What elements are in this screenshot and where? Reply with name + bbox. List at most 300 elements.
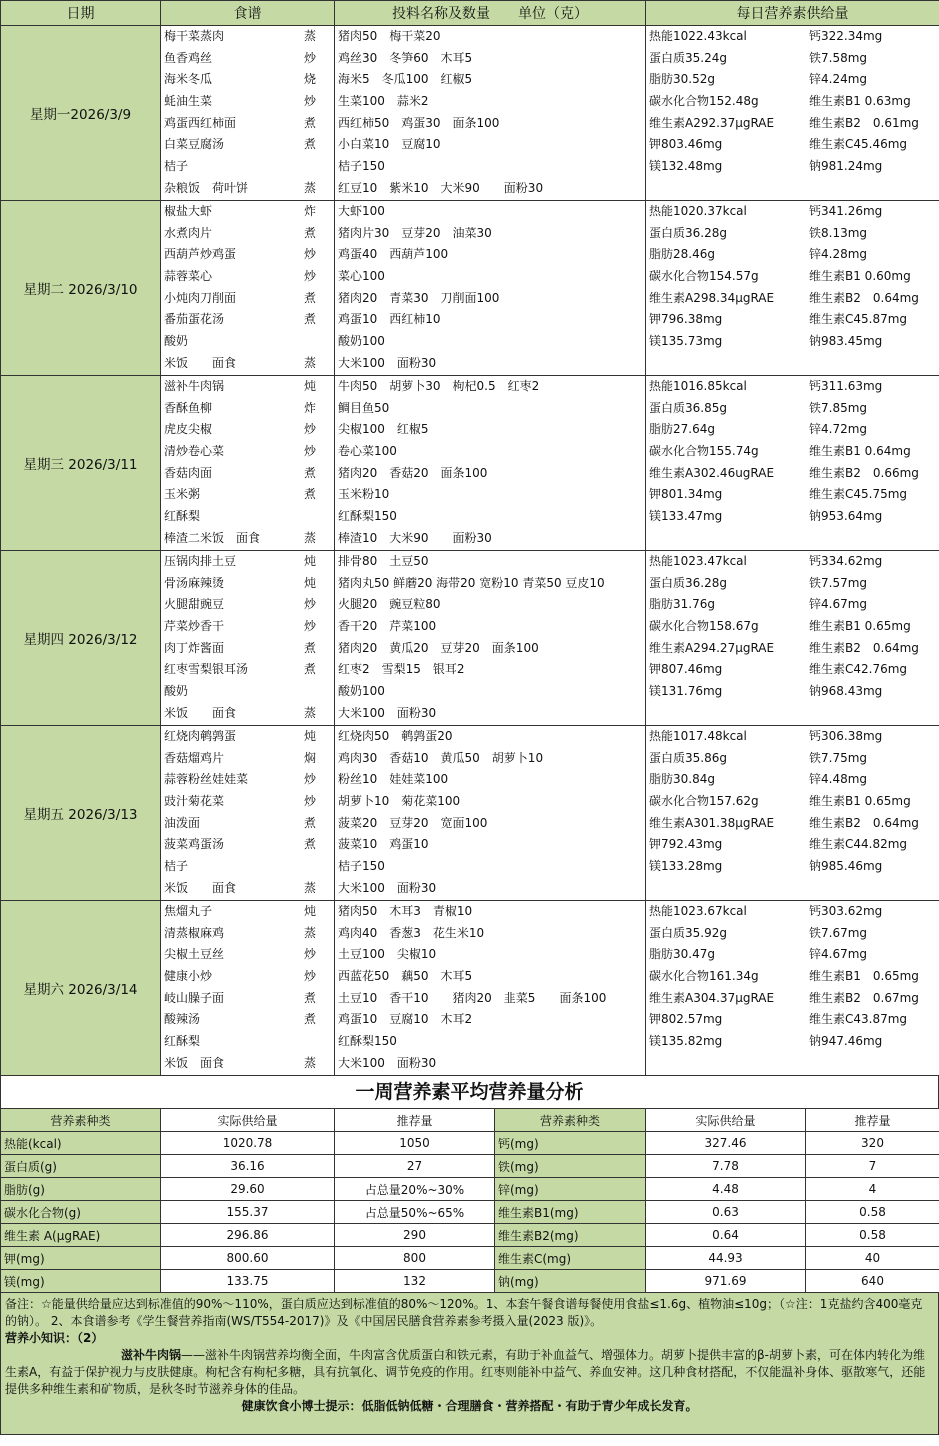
dish-line — [161, 223, 334, 245]
ingredient-line: 猪肉片30 豆芽20 油菜30 — [338, 225, 492, 240]
dish-line — [161, 748, 334, 770]
nutrition-line — [646, 419, 939, 441]
nutrient-value: 铁7.58mg — [809, 50, 868, 65]
nutrient-value: 维生素B1 0.65mg — [809, 619, 911, 634]
nutrient-value: 蛋白质35.24g — [649, 50, 727, 65]
ingredient-line: 小白菜10 豆腐10 — [338, 137, 441, 152]
nutrition-line — [646, 484, 939, 506]
cooking-method: 炒 — [303, 947, 316, 962]
ingredient-line: 排骨80 土豆50 — [338, 554, 429, 568]
dish-name: 红烧肉鹌鹑蛋 — [164, 729, 237, 743]
ingredient-line: 土豆10 香干10 猪肉20 韭菜5 面条100 — [338, 990, 607, 1005]
recipe-text: ——滋补牛肉锅营养均衡全面，牛肉富含优质蛋白和铁元素，有助于补血益气、增强体力。胡萝卜提供丰富的β-胡萝卜素，可在体内转化为维生素A，有益于保护视力与皮肤健康。枸杞含有枸杞多糖，具有抗氧化、调节免疫的作用。红枣则能补中益气、养血安神。这几种食材搭配，不仅能温补身体、驱散寒气，还能提供多种维生素和矿物质，是秋冬时节滋养身体的佳品。 — [5, 1348, 926, 1396]
analysis-row — [1, 1132, 939, 1155]
nutrient-value: 维生素A294.27μgRAE — [649, 640, 775, 655]
dish-line — [161, 1031, 334, 1053]
nutrient-value: 脂肪28.46g — [649, 247, 715, 262]
actual-supply: 0.63 — [646, 1201, 806, 1224]
nutrition-line — [646, 156, 939, 178]
dish-name: 骨汤麻辣烫 — [164, 575, 225, 590]
recommended-amount: 132 — [335, 1270, 495, 1293]
nutrition-line — [646, 901, 939, 923]
day-nutrition — [646, 901, 939, 1076]
ingredient-line: 棒渣10 大米90 面粉30 — [338, 530, 492, 545]
nutrient-value: 维生素C42.76mg — [809, 662, 908, 677]
nutrient-value: 碳水化合物154.57g — [649, 269, 759, 284]
ingredient-line: 火腿20 豌豆粒80 — [338, 597, 441, 612]
nutrient-value: 钙334.62mg — [809, 554, 883, 568]
day-date: 星期六 2026/3/14 — [1, 901, 161, 1076]
cooking-method: 煮 — [303, 465, 316, 480]
nutrient-value: 钾792.43mg — [649, 837, 723, 852]
dish-line — [161, 551, 334, 573]
day-dishes — [161, 201, 335, 376]
dish-name: 番茄蛋花汤 — [164, 312, 225, 327]
cooking-method: 炖 — [303, 904, 316, 918]
nutrition-line — [646, 638, 939, 660]
ingredient-line: 鸡丝30 冬笋60 木耳5 — [338, 50, 473, 65]
ingredient-line: 猪肉20 香菇20 面条100 — [338, 465, 488, 480]
nutrition-line — [646, 726, 939, 748]
tip-title: 营养小知识：（2） — [5, 1331, 104, 1345]
nutrition-line — [646, 223, 939, 245]
ingredient-line: 生菜100 蒜米2 — [338, 94, 429, 109]
nutrient-value: 钙306.38mg — [809, 729, 883, 743]
cooking-method: 蒸 — [303, 355, 316, 370]
dish-line — [161, 988, 334, 1010]
nutrition-line — [646, 441, 939, 463]
health-slogan: 健康饮食小博士提示：低脂低钠低糖・合理膳食・营养搭配・有助于青少年成长发育。 — [241, 1399, 698, 1413]
actual-supply: 29.60 — [161, 1178, 335, 1201]
nutrition-line — [646, 69, 939, 91]
dish-line — [161, 309, 334, 331]
ingredient-line: 桔子150 — [338, 159, 385, 174]
dish-name: 滋补牛肉锅 — [164, 379, 225, 393]
day-nutrition — [646, 551, 939, 726]
nutrition-line — [646, 398, 939, 420]
nutrient-value: 蛋白质36.28g — [649, 225, 727, 240]
cooking-method: 炒 — [303, 94, 316, 109]
nutrition-line — [646, 91, 939, 113]
dish-line — [161, 834, 334, 856]
nutrient-name: 碳水化合物(g) — [1, 1201, 161, 1224]
nutrition-line — [646, 551, 939, 573]
dish-name: 红酥梨 — [164, 509, 201, 524]
cooking-method: 炒 — [303, 619, 316, 634]
nutrient-value: 镁132.48mg — [649, 159, 723, 174]
nutrient-value: 镁131.76mg — [649, 684, 723, 699]
nutrient-name: 钙(mg) — [495, 1132, 646, 1155]
nutrient-value: 镁133.47mg — [649, 509, 723, 524]
dish-line — [161, 288, 334, 310]
day-ingredients — [335, 26, 646, 201]
nutrient-value: 维生素B2 0.61mg — [809, 115, 919, 130]
weekly-analysis-title: 一周营养素平均营养量分析 — [0, 1076, 939, 1108]
nutrient-value: 铁7.57mg — [809, 575, 868, 590]
ingredient-line: 大米100 面粉30 — [338, 705, 437, 720]
dish-name: 西葫芦炒鸡蛋 — [164, 247, 237, 262]
day-date: 星期三 2026/3/11 — [1, 376, 161, 551]
nutrient-name: 维生素C(mg) — [495, 1247, 646, 1270]
day-nutrition — [646, 726, 939, 901]
nutrient-value: 钾807.46mg — [649, 662, 723, 677]
analysis-row — [1, 1155, 939, 1178]
cooking-method: 煮 — [303, 137, 316, 152]
ingredient-line: 鸡蛋10 西红柿10 — [338, 312, 441, 327]
menu-header-row — [1, 1, 939, 26]
day-nutrition — [646, 201, 939, 376]
day-ingredients — [335, 901, 646, 1076]
cooking-method: 蒸 — [303, 705, 316, 720]
analysis-row — [1, 1178, 939, 1201]
header-ingredients: 投料名称及数量 单位（克） — [335, 1, 646, 26]
dish-name: 健康小炒 — [164, 969, 213, 984]
dish-name: 肉丁炸酱面 — [164, 640, 225, 655]
actual-supply: 36.16 — [161, 1155, 335, 1178]
dish-line — [161, 201, 334, 223]
dish-name: 尖椒土豆丝 — [164, 947, 225, 962]
nutrient-value: 维生素B2 0.64mg — [809, 290, 919, 305]
dish-name: 鸡蛋西红柿面 — [164, 115, 237, 130]
dish-name: 焦熘丸子 — [164, 904, 213, 918]
actual-supply: 971.69 — [646, 1270, 806, 1293]
cooking-method: 蒸 — [303, 29, 316, 43]
day-nutrition — [646, 376, 939, 551]
nutrient-value: 维生素A304.37μgRAE — [649, 990, 775, 1005]
dish-line — [161, 506, 334, 528]
cooking-method: 炒 — [303, 422, 316, 437]
dish-name: 香酥鱼柳 — [164, 400, 213, 415]
ingredient-line: 西红柿50 鸡蛋30 面条100 — [338, 115, 500, 130]
nutrition-line — [646, 201, 939, 223]
dish-line — [161, 703, 334, 725]
day-date: 星期五 2026/3/13 — [1, 726, 161, 901]
actual-supply: 1020.78 — [161, 1132, 335, 1155]
nutrition-line — [646, 331, 939, 353]
ingredient-line: 尖椒100 红椒5 — [338, 422, 429, 437]
dish-line — [161, 791, 334, 813]
dish-name: 油泼面 — [164, 815, 201, 830]
nutrient-value: 蛋白质36.85g — [649, 400, 727, 415]
dish-line — [161, 419, 334, 441]
nutrition-line — [646, 594, 939, 616]
actual-supply: 4.48 — [646, 1178, 806, 1201]
dish-name: 虎皮尖椒 — [164, 422, 213, 437]
dish-name: 水煮肉片 — [164, 225, 213, 240]
cooking-method: 炒 — [303, 772, 316, 787]
nutrient-value: 锌4.67mg — [809, 947, 868, 962]
day-dishes — [161, 26, 335, 201]
recommended-amount: 640 — [806, 1270, 939, 1293]
actual-supply: 155.37 — [161, 1201, 335, 1224]
dish-line — [161, 134, 334, 156]
dish-line — [161, 113, 334, 135]
menu-day-row — [1, 551, 939, 726]
nutrient-value: 脂肪30.52g — [649, 72, 715, 87]
nutrient-value: 铁8.13mg — [809, 225, 868, 240]
cooking-method: 炸 — [303, 400, 316, 415]
nutrient-value: 钠983.45mg — [809, 334, 883, 349]
nutrient-value: 钾803.46mg — [649, 137, 723, 152]
nutrient-value: 热能1022.43kcal — [649, 29, 747, 43]
nutrient-value: 维生素B1 0.65mg — [809, 969, 919, 984]
ingredient-line: 红烧肉50 鹌鹑蛋20 — [338, 729, 453, 743]
dish-name: 红枣雪梨银耳汤 — [164, 662, 249, 677]
nutrient-value: 蛋白质36.28g — [649, 575, 727, 590]
nutrient-value: 铁7.85mg — [809, 400, 868, 415]
nutrient-value: 热能1020.37kcal — [649, 204, 747, 218]
nutrient-value: 钠981.24mg — [809, 159, 883, 174]
nutrition-line — [646, 944, 939, 966]
ingredient-line: 红枣2 雪梨15 银耳2 — [338, 662, 465, 677]
dish-line — [161, 26, 334, 48]
cooking-method: 烧 — [303, 72, 316, 87]
ingredient-line: 酸奶100 — [338, 684, 385, 699]
dish-line — [161, 616, 334, 638]
nutrient-value: 铁7.75mg — [809, 750, 868, 765]
nutrient-value: 维生素A298.34μgRAE — [649, 290, 775, 305]
nutrition-line — [646, 463, 939, 485]
nutrition-line — [646, 988, 939, 1010]
analysis-header-cell: 推荐量 — [806, 1109, 939, 1132]
dish-line — [161, 463, 334, 485]
recommended-amount: 7 — [806, 1155, 939, 1178]
dish-line — [161, 944, 334, 966]
dish-line — [161, 69, 334, 91]
nutrition-line — [646, 966, 939, 988]
nutrition-line — [646, 113, 939, 135]
actual-supply: 800.60 — [161, 1247, 335, 1270]
dish-name: 酸奶 — [164, 684, 189, 699]
ingredient-line: 西蓝花50 藕50 木耳5 — [338, 969, 473, 984]
dish-name: 米饭 面食 — [164, 1055, 225, 1070]
dish-line — [161, 1009, 334, 1031]
nutrient-name: 脂肪(g) — [1, 1178, 161, 1201]
ingredient-line: 大米100 面粉30 — [338, 880, 437, 895]
actual-supply: 133.75 — [161, 1270, 335, 1293]
ingredient-line: 猪肉50 木耳3 青椒10 — [338, 904, 473, 918]
nutrient-name: 钠(mg) — [495, 1270, 646, 1293]
recommended-amount: 27 — [335, 1155, 495, 1178]
cooking-method: 焖 — [303, 750, 316, 765]
recommended-amount: 4 — [806, 1178, 939, 1201]
nutrient-value: 钙303.62mg — [809, 904, 883, 918]
cooking-method: 蒸 — [303, 180, 316, 195]
ingredient-line: 猪肉20 青菜30 刀削面100 — [338, 290, 500, 305]
cooking-method: 炒 — [303, 269, 316, 284]
nutrition-line — [646, 681, 939, 703]
day-dishes — [161, 901, 335, 1076]
cooking-method: 炒 — [303, 794, 316, 809]
nutrient-value: 镁133.28mg — [649, 859, 723, 874]
dish-line — [161, 966, 334, 988]
ingredient-line: 红酥梨150 — [338, 509, 397, 524]
analysis-header-cell: 推荐量 — [335, 1109, 495, 1132]
dish-name: 杂粮饭 荷叶饼 — [164, 180, 249, 195]
dish-line — [161, 528, 334, 550]
nutrient-value: 碳水化合物152.48g — [649, 94, 759, 109]
recommended-amount: 290 — [335, 1224, 495, 1247]
nutrient-value: 维生素C43.87mg — [809, 1012, 908, 1027]
dish-name: 火腿甜豌豆 — [164, 597, 225, 612]
ingredient-line: 鸡肉30 香菇10 黄瓜50 胡萝卜10 — [338, 750, 544, 765]
nutrient-value: 维生素B2 0.67mg — [809, 990, 919, 1005]
actual-supply: 296.86 — [161, 1224, 335, 1247]
nutrient-value: 钠968.43mg — [809, 684, 883, 699]
nutrition-line — [646, 769, 939, 791]
cooking-method: 煮 — [303, 640, 316, 655]
dish-name: 棒渣二米饭 面食 — [164, 530, 261, 545]
cooking-method: 炸 — [303, 204, 316, 218]
nutrient-value: 维生素B1 0.60mg — [809, 269, 911, 284]
cooking-method: 煮 — [303, 1012, 316, 1027]
ingredient-line: 菠菜20 豆芽20 宽面100 — [338, 815, 488, 830]
dish-name: 白菜豆腐汤 — [164, 137, 225, 152]
recommended-amount: 0.58 — [806, 1201, 939, 1224]
header-menu: 食谱 — [161, 1, 335, 26]
dish-name: 小炖肉刀削面 — [164, 290, 237, 305]
nutrient-value: 碳水化合物157.62g — [649, 794, 759, 809]
ingredient-line: 猪肉20 黄瓜20 豆芽20 面条100 — [338, 640, 539, 655]
day-date: 星期二 2026/3/10 — [1, 201, 161, 376]
dish-name: 清蒸椒麻鸡 — [164, 925, 225, 940]
nutrient-name: 维生素B1(mg) — [495, 1201, 646, 1224]
dish-line — [161, 923, 334, 945]
actual-supply: 327.46 — [646, 1132, 806, 1155]
day-dishes — [161, 726, 335, 901]
notes-section — [0, 1293, 939, 1435]
dish-name: 蚝油生菜 — [164, 94, 213, 109]
menu-body — [1, 26, 939, 1076]
ingredient-line: 红豆10 紫米10 大米90 面粉30 — [338, 180, 544, 195]
dish-name: 米饭 面食 — [164, 355, 237, 370]
nutrient-value: 维生素C45.46mg — [809, 137, 908, 152]
ingredient-line: 玉米粉10 — [338, 487, 390, 502]
nutrition-line — [646, 26, 939, 48]
ingredient-line: 粉丝10 娃娃菜100 — [338, 772, 449, 787]
nutrient-value: 钾802.57mg — [649, 1012, 723, 1027]
dish-name: 豉汁菊花菜 — [164, 794, 225, 809]
dish-line — [161, 244, 334, 266]
nutrient-value: 维生素B1 0.63mg — [809, 94, 911, 109]
ingredient-line: 卷心菜100 — [338, 444, 397, 459]
nutrition-line — [646, 923, 939, 945]
dish-line — [161, 659, 334, 681]
dish-name: 红酥梨 — [164, 1034, 201, 1049]
nutrition-line — [646, 134, 939, 156]
dish-line — [161, 178, 334, 200]
cooking-method: 炒 — [303, 969, 316, 984]
day-ingredients — [335, 376, 646, 551]
day-date: 星期四 2026/3/12 — [1, 551, 161, 726]
dish-line — [161, 156, 334, 178]
nutrition-line — [646, 309, 939, 331]
dish-name: 清炒卷心菜 — [164, 444, 225, 459]
nutrient-value: 热能1023.67kcal — [649, 904, 747, 918]
analysis-header-cell: 营养素种类 — [1, 1109, 161, 1132]
analysis-row — [1, 1247, 939, 1270]
nutrient-value: 维生素A301.38μgRAE — [649, 815, 775, 830]
dish-line — [161, 878, 334, 900]
dish-name: 岐山臊子面 — [164, 990, 225, 1005]
nutrient-value: 热能1016.85kcal — [649, 379, 747, 393]
recommended-amount: 0.58 — [806, 1224, 939, 1247]
nutrition-line — [646, 856, 939, 878]
nutrient-value: 钠985.46mg — [809, 859, 883, 874]
ingredient-line: 土豆100 尖椒10 — [338, 947, 437, 962]
nutrition-line — [646, 834, 939, 856]
cooking-method: 煮 — [303, 290, 316, 305]
nutrient-value: 碳水化合物161.34g — [649, 969, 759, 984]
ingredient-line: 猪肉50 梅干菜20 — [338, 29, 441, 43]
cooking-method: 蒸 — [303, 925, 316, 940]
nutrient-value: 碳水化合物155.74g — [649, 444, 759, 459]
ingredient-line: 大虾100 — [338, 204, 385, 218]
nutrient-value: 钾796.38mg — [649, 312, 723, 327]
day-dishes — [161, 376, 335, 551]
ingredient-line: 菜心100 — [338, 269, 385, 284]
nutrient-value: 镁135.82mg — [649, 1034, 723, 1049]
ingredient-line: 鸡肉40 香葱3 花生米10 — [338, 925, 485, 940]
nutrient-value: 镁135.73mg — [649, 334, 723, 349]
dish-name: 玉米粥 — [164, 487, 201, 502]
header-nutrition: 每日营养素供给量 — [646, 1, 939, 26]
cooking-method: 炖 — [303, 554, 316, 568]
nutrition-line — [646, 791, 939, 813]
dish-line — [161, 726, 334, 748]
cooking-method: 煮 — [303, 662, 316, 677]
nutrient-name: 镁(mg) — [1, 1270, 161, 1293]
dish-line — [161, 856, 334, 878]
nutrient-value: 维生素C44.82mg — [809, 837, 908, 852]
dish-line — [161, 353, 334, 375]
dish-name: 酸辣汤 — [164, 1012, 201, 1027]
analysis-row — [1, 1201, 939, 1224]
nutrient-value: 钠953.64mg — [809, 509, 883, 524]
header-date: 日期 — [1, 1, 161, 26]
dish-line — [161, 769, 334, 791]
day-ingredients — [335, 551, 646, 726]
dish-line — [161, 573, 334, 595]
nutrient-name: 热能(kcal) — [1, 1132, 161, 1155]
nutrition-line — [646, 288, 939, 310]
nutrition-line — [646, 748, 939, 770]
ingredient-line: 红酥梨150 — [338, 1034, 397, 1049]
actual-supply: 7.78 — [646, 1155, 806, 1178]
nutrition-line — [646, 48, 939, 70]
cooking-method: 煮 — [303, 312, 316, 327]
dish-name: 菠菜鸡蛋汤 — [164, 837, 225, 852]
nutrient-value: 钾801.34mg — [649, 487, 723, 502]
day-nutrition — [646, 26, 939, 201]
cooking-method: 炖 — [303, 379, 316, 393]
nutrient-value: 锌4.48mg — [809, 772, 868, 787]
ingredient-line: 海米5 冬瓜100 红椒5 — [338, 72, 473, 87]
nutrient-value: 铁7.67mg — [809, 925, 868, 940]
nutrition-line — [646, 616, 939, 638]
dish-line — [161, 398, 334, 420]
nutrient-value: 钠947.46mg — [809, 1034, 883, 1049]
nutrient-name: 钾(mg) — [1, 1247, 161, 1270]
nutrient-value: 锌4.67mg — [809, 597, 868, 612]
dish-line — [161, 1053, 334, 1075]
remark-text: 备注：☆能量供给量应达到标准值的90%～110%，蛋白质应达到标准值的80%～120%。1、本套午餐食谱每餐使用食盐≤1.6g、植物油≤10g；（☆注：1克盐约含400毫克的钠）。 2、本食谱参考《学生餐营养指南(WS/T554-2017)》及《中国居民膳食营养素参考摄入量(2023 版)》。 — [5, 1297, 923, 1328]
dish-name: 海米冬瓜 — [164, 72, 213, 87]
day-date: 星期一2026/3/9 — [1, 26, 161, 201]
cooking-method: 炒 — [303, 597, 316, 612]
nutrient-value: 脂肪27.64g — [649, 422, 715, 437]
dish-name: 蒜蓉菜心 — [164, 269, 213, 284]
